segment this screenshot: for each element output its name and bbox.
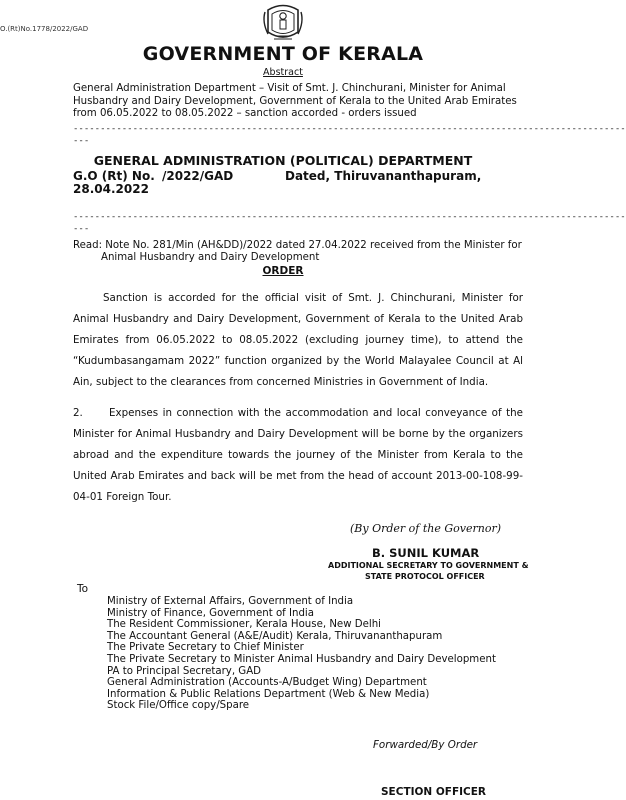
department-heading: GENERAL ADMINISTRATION (POLITICAL) DEPARTMENT [93, 153, 473, 168]
order-paragraph-1: Sanction is accorded for the official visit of Smt. J. Chinchurani, Minister for Animal Husbandry and Dairy Development, Government of Kerala to the United Arab Emirates from 06.05.2022 to 08.05.2022 (excluding journey time), to attend the “Kudumbasangamam 2022” function organized by the World Malayalee Council at Al Ain, subject to the clearances from concerned Ministries in Government of India. [73, 292, 523, 388]
read-reference-line1: Read: Note No. 281/Min (AH&DD)/2022 dated 27.04.2022 received from the Minister for [73, 240, 522, 251]
document-title: GOVERNMENT OF KERALA [142, 43, 424, 65]
recipient-item: The Resident Commissioner, Kerala House, New Delhi [107, 619, 382, 631]
forwarded-by-order: Forwarded/By Order [373, 739, 478, 751]
go-date: 28.04.2022 [73, 182, 149, 196]
read-reference-line2: Animal Husbandry and Dairy Development [101, 252, 320, 263]
order-paragraph-2-text: Expenses in connection with the accommodation and local conveyance of the Minister for Animal Husbandry and Dairy Development will be borne by the organizers abroad and the expenditure towards the journey of the Minister from Kerala to the United Arab Emirates and back will be met from the head of account 2013-00-108-99-04-01 Foreign Tour. [73, 407, 523, 503]
recipient-item: The Accountant General (A&E/Audit) Kerala, Thiruvananthapuram [107, 630, 443, 642]
separator-line-2: ------------------------------------------------------------------------------------------------------ [73, 212, 626, 222]
go-number: /2022/GAD [162, 169, 234, 183]
recipient-item: Ministry of Finance, Government of India [107, 607, 315, 619]
order-heading: ORDER [262, 265, 304, 277]
abstract-label: Abstract [263, 67, 303, 78]
recipient-item: The Private Secretary to Minister Animal Husbandry and Dairy Development [107, 653, 496, 665]
go-dated-label: Dated, Thiruvananthapuram, [285, 169, 482, 183]
by-order-of-governor: (By Order of the Governor) [350, 522, 502, 535]
paragraph-number: 2. [73, 407, 83, 419]
go-number-label: G.O (Rt) No. [73, 169, 155, 183]
signatory-designation-1: ADDITIONAL SECRETARY TO GOVERNMENT & [328, 561, 529, 570]
file-reference-number: O.(Rt)No.1778/2022/GAD [0, 25, 89, 33]
recipient-item: PA to Principal Secretary, GAD [107, 665, 262, 677]
separator-line-tail: --- [73, 136, 90, 146]
separator-line: ------------------------------------------------------------------------------------------------------ [73, 124, 626, 134]
recipient-item: Stock File/Office copy/Spare [107, 700, 250, 712]
recipient-list [107, 596, 496, 712]
recipient-item: Information & Public Relations Department (Web & New Media) [107, 688, 430, 700]
signatory-name: B. SUNIL KUMAR [372, 546, 480, 560]
signatory-designation-2: STATE PROTOCOL OFFICER [365, 572, 485, 581]
recipient-item: The Private Secretary to Chief Minister [107, 642, 304, 654]
kerala-state-emblem-icon [262, 2, 304, 42]
to-label: To [77, 583, 89, 595]
order-paragraph-2 [73, 403, 523, 508]
section-officer-label: SECTION OFFICER [381, 786, 487, 798]
recipient-item: General Administration (Accounts-A/Budget Wing) Department [107, 677, 427, 689]
recipient-item: Ministry of External Affairs, Government of India [107, 596, 354, 607]
separator-line-2-tail: --- [73, 224, 90, 234]
abstract-text: General Administration Department – Visit of Smt. J. Chinchurani, Minister for Animal Husbandry and Dairy Development, Government of Kerala to the United Arab Emirates from 06.05.2022 to 08.05.2022 – sanction accorded - orders issued [73, 83, 517, 119]
